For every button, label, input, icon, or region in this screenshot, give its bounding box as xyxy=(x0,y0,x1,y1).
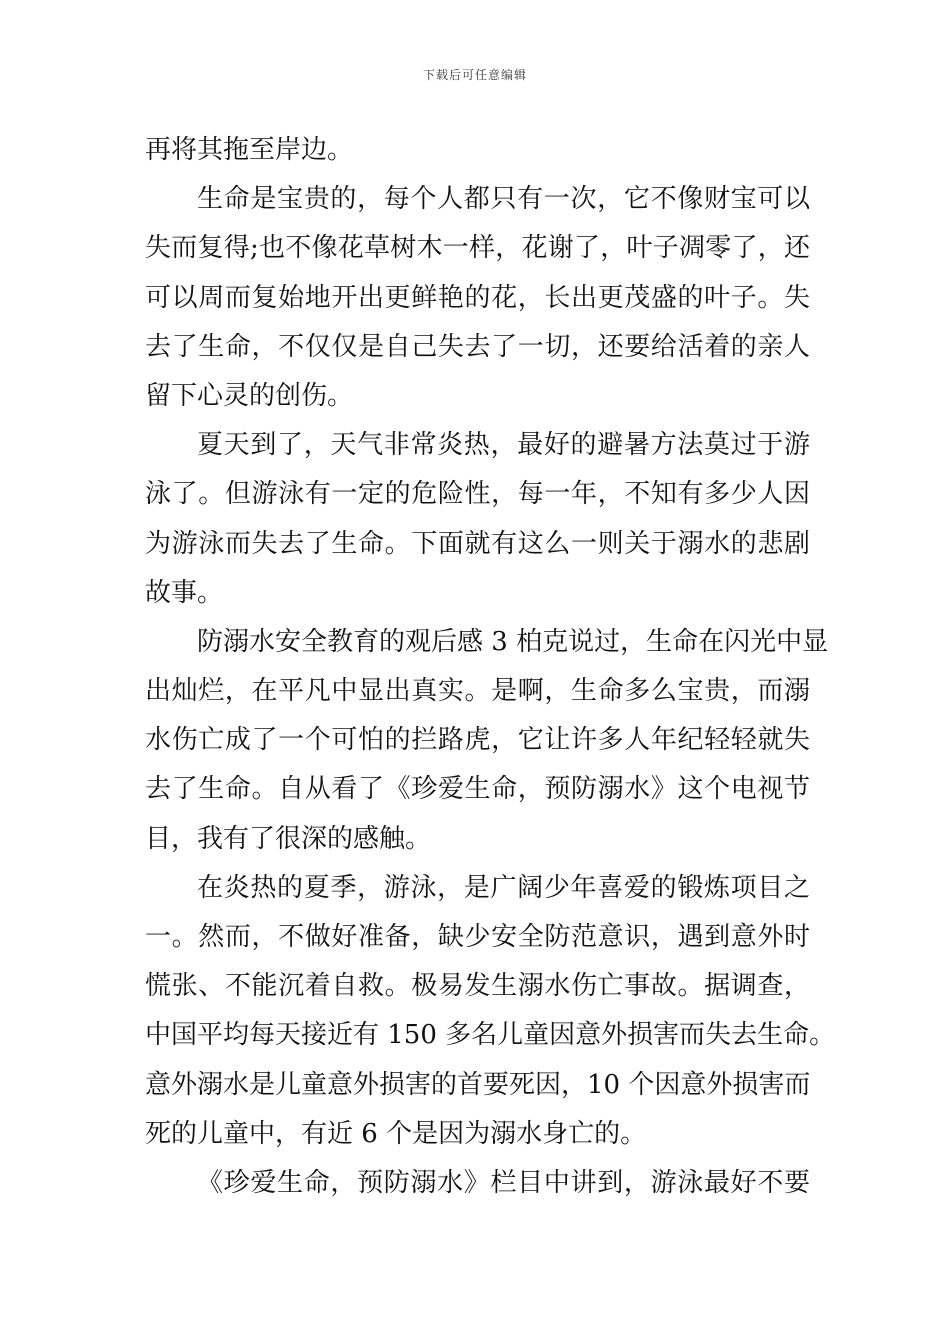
text-line: 可以周而复始地开出更鲜艳的花，长出更茂盛的叶子。失 xyxy=(145,282,810,313)
text-line: 去了生命，不仅仅是自己失去了一切，还要给活着的亲人 xyxy=(145,331,810,362)
text-line: 一。然而，不做好准备，缺少安全防范意识，遇到意外时 xyxy=(145,922,810,952)
text-line: 防溺水安全教育的观后感 3 柏克说过，生命在闪光中显 xyxy=(197,626,829,657)
text-line: 水伤亡成了一个可怕的拦路虎，它让许多人年纪轻轻就失 xyxy=(145,725,810,756)
text-line: 失而复得;也不像花草树木一样，花谢了，叶子凋零了，还 xyxy=(145,233,810,264)
text-line: 为游泳而失去了生命。下面就有这么一则关于溺水的悲剧 xyxy=(145,528,810,559)
text-line: 生命是宝贵的，每个人都只有一次，它不像财宝可以 xyxy=(197,184,810,215)
text-line: 夏天到了，天气非常炎热，最好的避暑方法莫过于游 xyxy=(197,430,810,461)
text-line: 意外溺水是儿童意外损害的首要死因，10 个因意外损害而 xyxy=(145,1069,811,1100)
text-line: 故事。 xyxy=(145,577,224,608)
text-line: 死的儿童中，有近 6 个是因为溺水身亡的。 xyxy=(145,1118,647,1149)
text-line: 中国平均每天接近有 150 多名儿童因意外损害而失去生命。 xyxy=(145,1020,836,1051)
text-line: 在炎热的夏季，游泳，是广阔少年喜爱的锻炼项目之 xyxy=(197,872,810,903)
text-line: 留下心灵的创伤。 xyxy=(145,380,354,411)
text-line: 《珍爱生命，预防溺水》栏目中讲到，游泳最好不要 xyxy=(197,1167,810,1198)
header-note: 下载后可任意编辑 xyxy=(422,68,527,82)
text-line: 泳了。但游泳有一定的危险性，每一年，不知有多少人因 xyxy=(145,479,810,510)
text-line: 慌张、不能沉着自救。极易发生溺水伤亡事故。据调查， xyxy=(145,971,810,1002)
text-line: 出灿烂，在平凡中显出真实。是啊，生命多么宝贵，而溺 xyxy=(145,676,810,707)
text-line: 再将其拖至岸边。 xyxy=(145,135,354,165)
text-line: 去了生命。自从看了《珍爱生命，预防溺水》这个电视节 xyxy=(145,774,810,805)
text-line: 目，我有了很深的感触。 xyxy=(145,823,432,854)
body-text xyxy=(145,126,836,1208)
